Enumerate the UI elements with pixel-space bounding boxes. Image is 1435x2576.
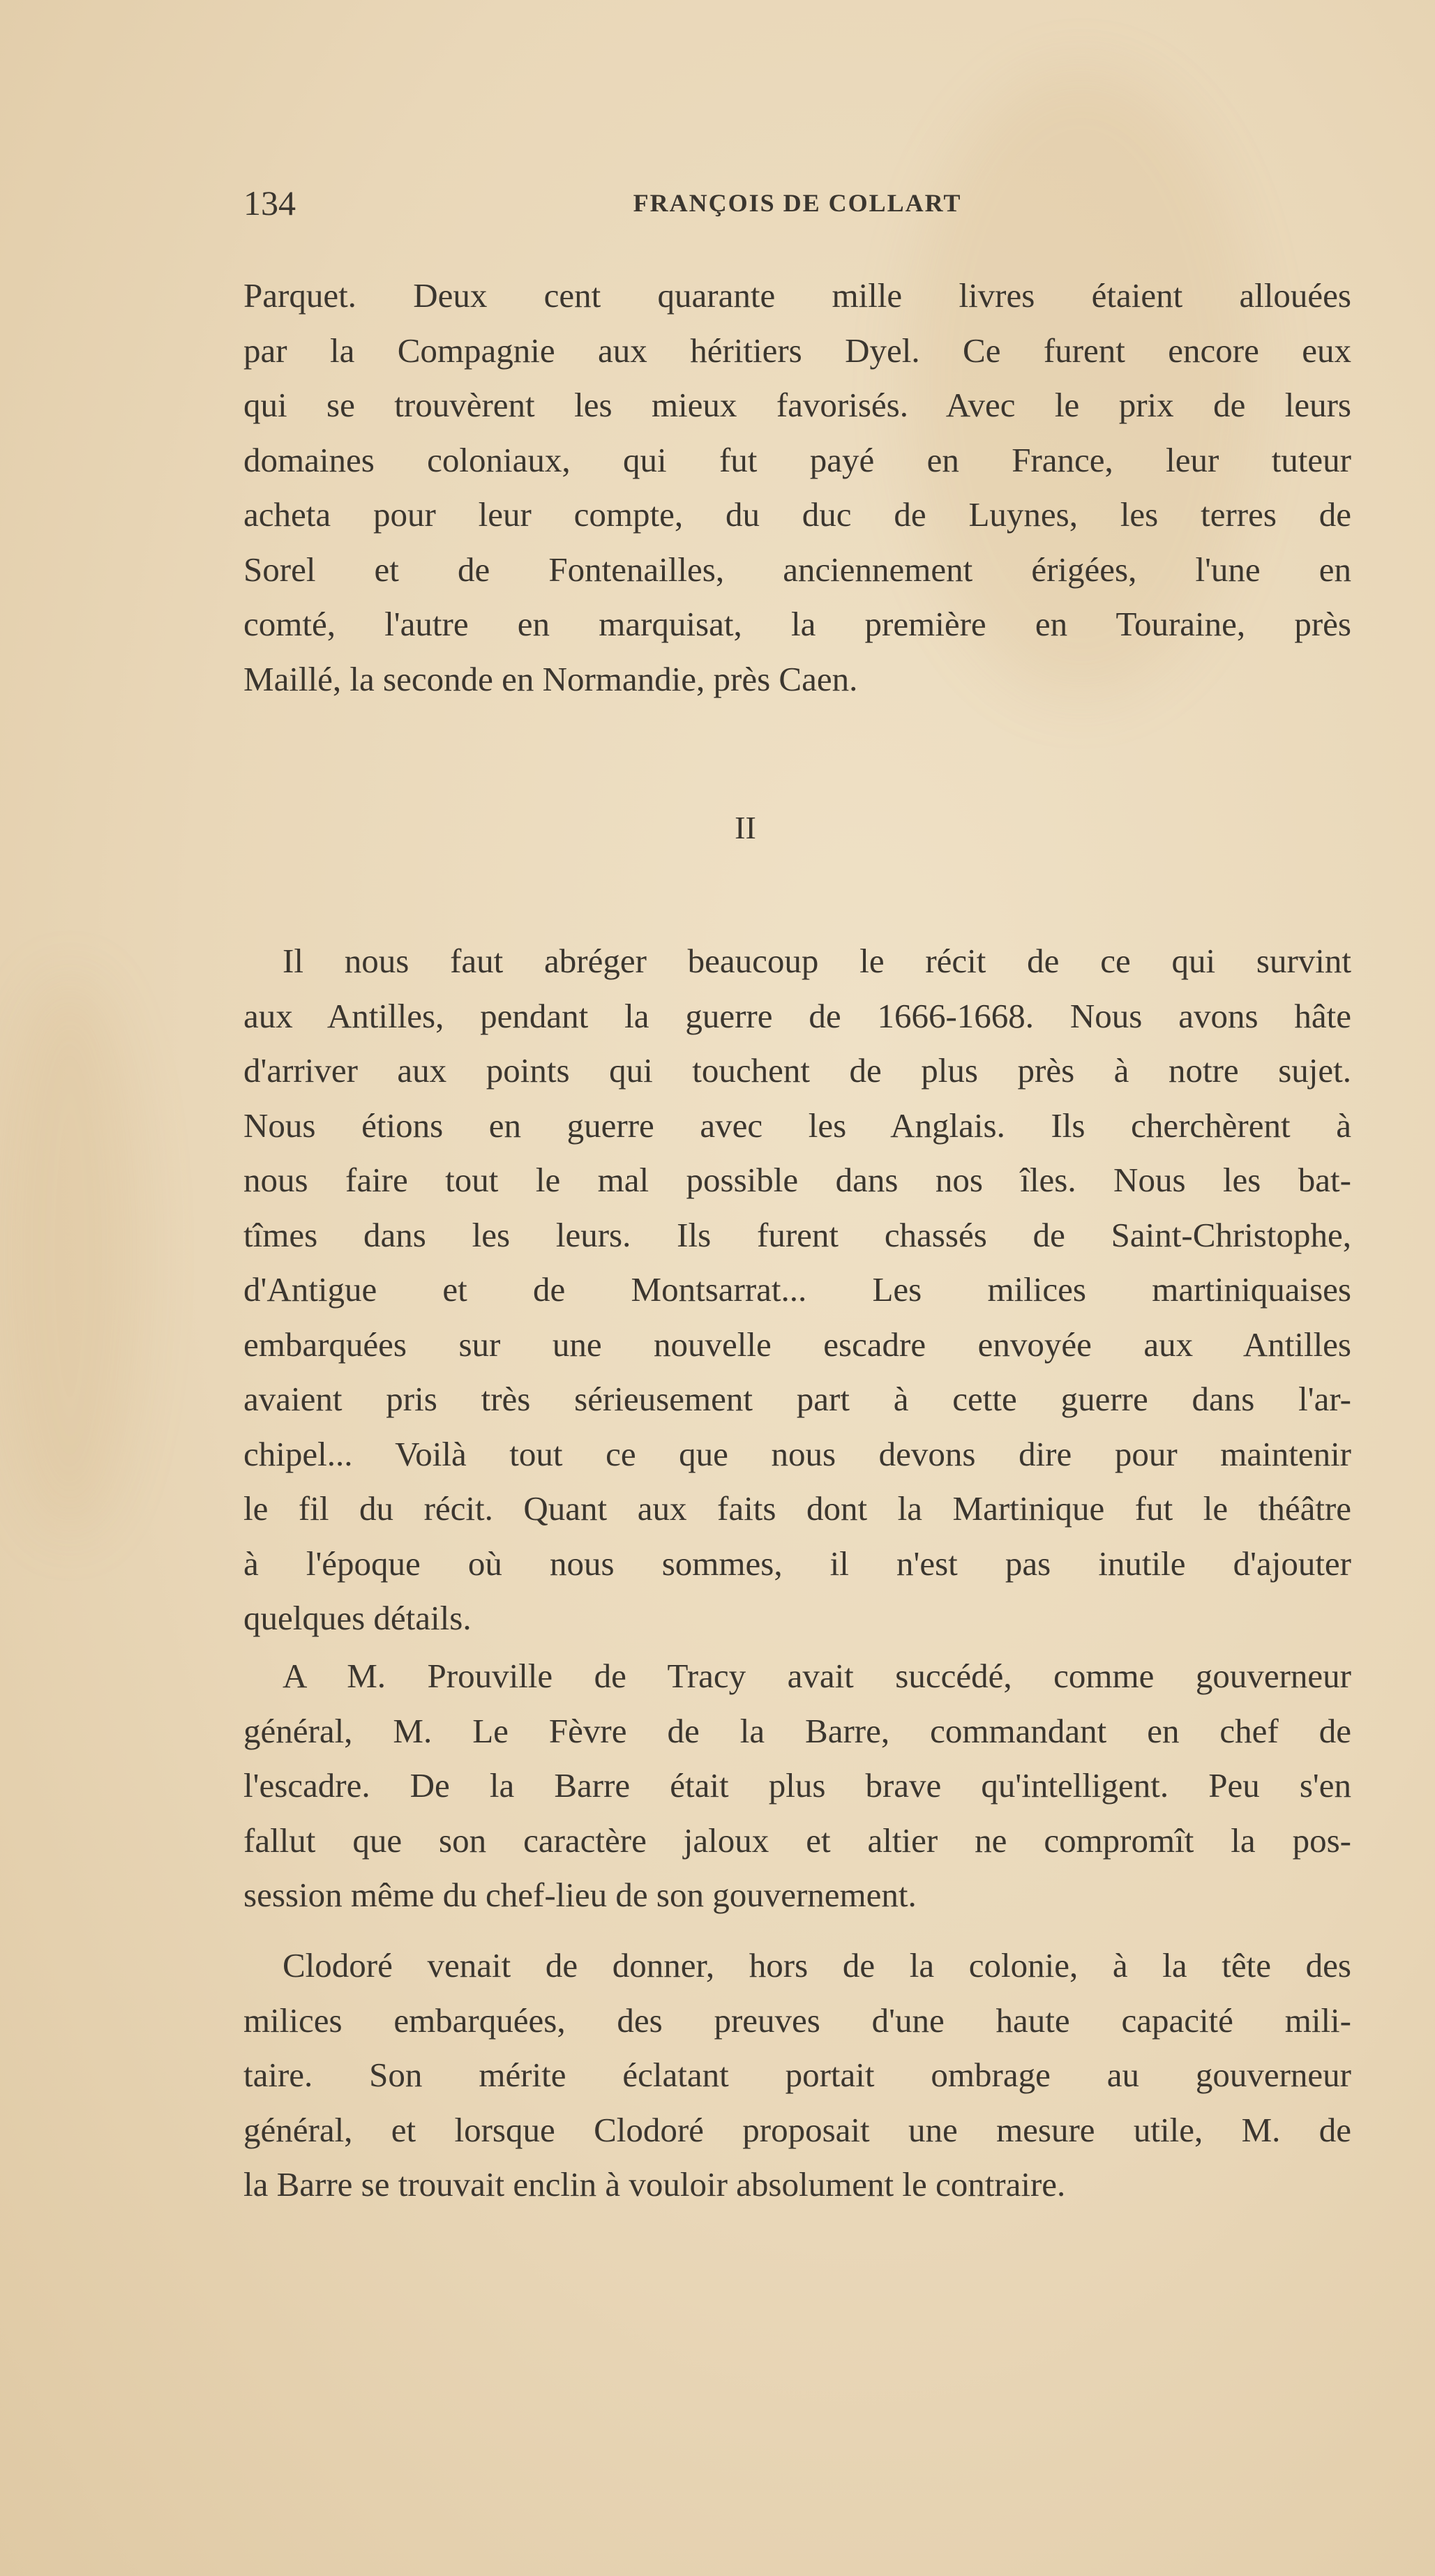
text-line: acheta pour leur compte, du duc de Luynes, les terres de [243,495,1351,534]
text-line: taire. Son mérite éclatant portait ombrage au gouverneur [243,2056,1351,2094]
text-line: Maillé, la seconde en Normandie, près Caen. [243,659,858,698]
paragraph [243,934,1351,1646]
text-line: Sorel et de Fontenailles, anciennement érigées, l'une en [243,550,1351,589]
text-line: aux Antilles, pendant la guerre de 1666-1668. Nous avons hâte [243,996,1351,1035]
text-line: à l'époque où nous sommes, il n'est pas inutile d'ajouter [243,1544,1351,1583]
text-line: A M. Prouville de Tracy avait succédé, comme gouverneur [283,1657,1351,1695]
text-line: général, M. Le Fèvre de la Barre, commandant en chef de [243,1711,1351,1750]
text-line: général, et lorsque Clodoré proposait une mesure utile, M. de [243,2110,1351,2149]
text-line: tîmes dans les leurs. Ils furent chassés de Saint-Christophe, [243,1215,1351,1254]
text-line: fallut que son caractère jaloux et altier ne compromît la pos- [243,1821,1351,1860]
paragraph [243,1938,1351,2213]
text-line: Clodoré venait de donner, hors de la colonie, à la tête des [283,1946,1351,1984]
text-line: d'Antigue et de Montsarrat... Les milices martiniquaises [243,1270,1351,1309]
text-line: nous faire tout le mal possible dans nos îles. Nous les bat- [243,1161,1351,1199]
text-line: quelques détails. [243,1599,472,1637]
text-line: avaient pris très sérieusement part à cette guerre dans l'ar- [243,1380,1351,1418]
text-line: milices embarquées, des preuves d'une haute capacité mili- [243,2001,1351,2040]
text-line: chipel... Voilà tout ce que nous devons dire pour maintenir [243,1434,1351,1473]
text-line: l'escadre. De la Barre était plus brave qu'intelligent. Peu s'en [243,1766,1351,1805]
text-line: par la Compagnie aux héritiers Dyel. Ce furent encore eux [243,331,1351,370]
page-number: 134 [243,183,296,223]
text-line: Il nous faut abréger beaucoup le récit de ce qui survint [283,942,1351,980]
paragraph [243,1649,1351,1923]
text-line: session même du chef-lieu de son gouvernement. [243,1876,917,1914]
text-line: Nous étions en guerre avec les Anglais. Ils cherchèrent à [243,1106,1351,1145]
text-line: domaines coloniaux, qui fut payé en France, leur tuteur [243,440,1351,479]
text-line: comté, l'autre en marquisat, la première en Touraine, près [243,605,1351,643]
text-line: la Barre se trouvait enclin à vouloir absolument le contraire. [243,2165,1066,2204]
section-heading: II [735,810,756,845]
text-line: d'arriver aux points qui touchent de plus près à notre sujet. [243,1051,1351,1090]
running-title: FRANÇOIS DE COLLART [633,189,962,217]
paragraph [243,269,1351,707]
text-line: Parquet. Deux cent quarante mille livres étaient allouées [243,276,1351,315]
text-line: le fil du récit. Quant aux faits dont la Martinique fut le théâtre [243,1489,1351,1528]
paper-stain [0,977,140,1535]
page-header [243,183,1351,229]
text-line: qui se trouvèrent les mieux favorisés. Avec le prix de leurs [243,386,1351,424]
text-line: embarquées sur une nouvelle escadre envoyée aux Antilles [243,1325,1351,1364]
